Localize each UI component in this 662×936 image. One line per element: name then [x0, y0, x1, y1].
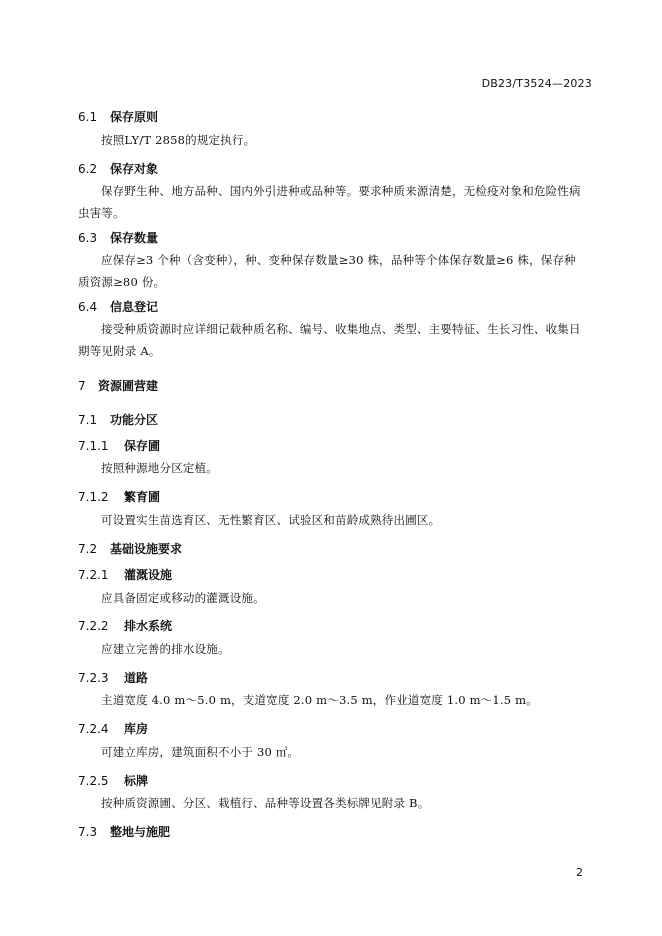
section-title: 道路	[124, 671, 149, 685]
subsection-heading	[78, 669, 148, 686]
section-paragraph: 应保存≥3 个种（含变种），种、变种保存数量≥30 株，品种等个体保存数量≥6 株，保存种质资源≥80 份。	[78, 253, 576, 289]
subsection-heading	[78, 772, 148, 789]
section-title: 保存数量	[110, 231, 159, 245]
section-number: 6.4	[78, 300, 98, 314]
section-number: 6.2	[78, 162, 98, 176]
section-title: 库房	[124, 722, 149, 736]
section-paragraph: 应具备固定或移动的灌溉设施。	[101, 591, 265, 605]
section-heading	[78, 298, 158, 315]
section-number: 7	[78, 379, 86, 393]
section-title: 功能分区	[110, 413, 159, 427]
chapter-heading	[78, 377, 158, 394]
section-title: 基础设施要求	[110, 542, 183, 556]
section-title: 信息登记	[110, 300, 159, 314]
section-title: 排水系统	[124, 619, 173, 633]
section-number: 7.2.4	[78, 722, 109, 736]
section-number: 7.2.5	[78, 774, 109, 788]
section-number: 7.3	[78, 825, 98, 839]
section-paragraph: 接受种质资源时应详细记载种质名称、编号、收集地点、类型、主要特征、生长习性、收集日期等见附录 A。	[78, 322, 581, 358]
section-title: 繁育圃	[124, 490, 161, 504]
section-number: 6.1	[78, 110, 98, 124]
section-paragraph: 可设置实生苗选育区、无性繁育区、试验区和苗龄成熟待出圃区。	[101, 513, 441, 527]
section-number: 7.1.2	[78, 490, 109, 504]
section-title: 保存原则	[110, 110, 159, 124]
section-heading	[78, 229, 158, 246]
section-title: 资源圃营建	[98, 379, 159, 393]
section-number: 7.2.2	[78, 619, 109, 633]
section-paragraph: 保存野生种、地方品种、国内外引进种或品种等。要求种质来源清楚，无检疫对象和危险性病虫害等。	[78, 184, 581, 220]
section-title: 保存圃	[124, 439, 161, 453]
section-paragraph: 按照种源地分区定植。	[101, 461, 218, 475]
section-heading	[78, 108, 158, 125]
section-paragraph: 应建立完善的排水设施。	[101, 642, 230, 656]
page-number: 2	[576, 866, 583, 879]
section-number: 6.3	[78, 231, 98, 245]
section-heading	[78, 160, 158, 177]
section-paragraph: 可建立库房，建筑面积不小于 30 ㎡。	[101, 745, 300, 759]
subsection-heading	[78, 566, 172, 583]
section-title: 保存对象	[110, 162, 159, 176]
subsection-heading	[78, 437, 160, 454]
document-code: DB23/T3524—2023	[481, 77, 592, 90]
section-title: 整地与施肥	[110, 825, 171, 839]
section-heading	[78, 823, 170, 840]
section-number: 7.2.3	[78, 671, 109, 685]
section-paragraph: 主道宽度 4.0 m～5.0 m，支道宽度 2.0 m～3.5 m，作业道宽度 1.0 m～1.5 m。	[101, 693, 538, 707]
section-number: 7.2.1	[78, 568, 109, 582]
section-heading	[78, 540, 182, 557]
section-number: 7.1	[78, 413, 98, 427]
section-heading	[78, 411, 158, 428]
subsection-heading	[78, 617, 172, 634]
subsection-heading	[78, 488, 160, 505]
section-number: 7.2	[78, 542, 98, 556]
section-title: 灌溉设施	[124, 568, 173, 582]
section-title: 标牌	[124, 774, 149, 788]
section-paragraph: 按照LY/T 2858的规定执行。	[101, 133, 256, 147]
section-paragraph: 按种质资源圃、分区、栽植行、品种等设置各类标牌见附录 B。	[101, 796, 430, 810]
section-number: 7.1.1	[78, 439, 109, 453]
subsection-heading	[78, 720, 148, 737]
